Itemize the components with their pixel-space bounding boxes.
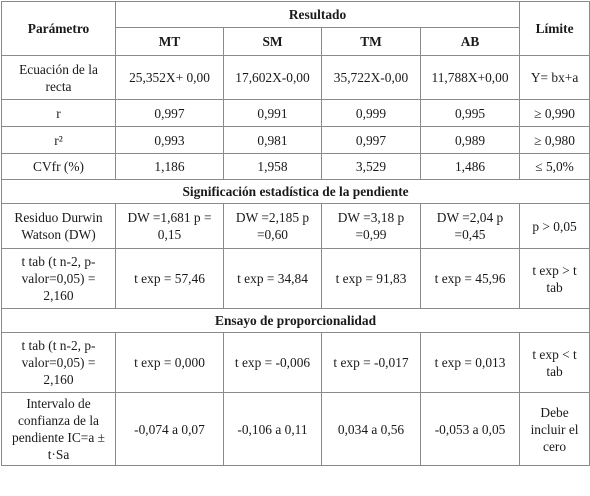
table-row bbox=[2, 154, 590, 180]
ab-cell: DW =2,04 p =0,45 bbox=[421, 204, 520, 249]
table-row bbox=[2, 100, 590, 127]
param-cell: Intervalo de confianza de la pendiente IC=a ± t·Sa bbox=[2, 393, 116, 466]
tm-cell: 0,034 a 0,56 bbox=[322, 393, 421, 466]
tm-cell: 0,999 bbox=[322, 100, 421, 127]
param-cell: t tab (t n-2, p-valor=0,05) = 2,160 bbox=[2, 249, 116, 309]
limit-cell: ≥ 0,990 bbox=[520, 100, 590, 127]
limit-cell: p > 0,05 bbox=[520, 204, 590, 249]
mt-cell: 0,993 bbox=[116, 127, 224, 154]
header-limite: Límite bbox=[520, 2, 590, 56]
table-row bbox=[2, 393, 590, 466]
param-cell: CVfr (%) bbox=[2, 154, 116, 180]
mt-cell: 1,186 bbox=[116, 154, 224, 180]
sm-cell: t exp = -0,006 bbox=[224, 333, 322, 393]
param-cell: Ecuación de la recta bbox=[2, 56, 116, 100]
tm-cell: DW =3,18 p =0,99 bbox=[322, 204, 421, 249]
section-row bbox=[2, 180, 590, 204]
header-parametro: Parámetro bbox=[2, 2, 116, 56]
ab-cell: t exp = 45,96 bbox=[421, 249, 520, 309]
ab-cell: -0,053 a 0,05 bbox=[421, 393, 520, 466]
header-ab: AB bbox=[421, 28, 520, 56]
param-cell: r² bbox=[2, 127, 116, 154]
ab-cell: 0,989 bbox=[421, 127, 520, 154]
section-title: Significación estadística de la pendiente bbox=[2, 180, 590, 204]
limit-cell: Debe incluir el cero bbox=[520, 393, 590, 466]
limit-cell: ≥ 0,980 bbox=[520, 127, 590, 154]
table-row bbox=[2, 56, 590, 100]
header-sm: SM bbox=[224, 28, 322, 56]
header-tm: TM bbox=[322, 28, 421, 56]
table-row bbox=[2, 204, 590, 249]
limit-cell: t exp < t tab bbox=[520, 333, 590, 393]
sm-cell: 0,991 bbox=[224, 100, 322, 127]
limit-cell: ≤ 5,0% bbox=[520, 154, 590, 180]
tm-cell: 0,997 bbox=[322, 127, 421, 154]
mt-cell: t exp = 0,000 bbox=[116, 333, 224, 393]
mt-cell: t exp = 57,46 bbox=[116, 249, 224, 309]
table-row bbox=[2, 127, 590, 154]
ab-cell: t exp = 0,013 bbox=[421, 333, 520, 393]
sm-cell: 0,981 bbox=[224, 127, 322, 154]
sm-cell: t exp = 34,84 bbox=[224, 249, 322, 309]
header-row bbox=[2, 2, 590, 28]
limit-cell: Y= bx+a bbox=[520, 56, 590, 100]
tm-cell: t exp = 91,83 bbox=[322, 249, 421, 309]
section-title: Ensayo de proporcionalidad bbox=[2, 309, 590, 333]
results-table bbox=[1, 1, 590, 466]
param-cell: Residuo Durwin Watson (DW) bbox=[2, 204, 116, 249]
tm-cell: 35,722X-0,00 bbox=[322, 56, 421, 100]
table-row bbox=[2, 249, 590, 309]
header-resultado: Resultado bbox=[116, 2, 520, 28]
sm-cell: -0,106 a 0,11 bbox=[224, 393, 322, 466]
mt-cell: -0,074 a 0,07 bbox=[116, 393, 224, 466]
param-cell: t tab (t n-2, p-valor=0,05) = 2,160 bbox=[2, 333, 116, 393]
header-mt: MT bbox=[116, 28, 224, 56]
sm-cell: DW =2,185 p =0,60 bbox=[224, 204, 322, 249]
mt-cell: 25,352X+ 0,00 bbox=[116, 56, 224, 100]
ab-cell: 0,995 bbox=[421, 100, 520, 127]
table-row bbox=[2, 333, 590, 393]
param-cell: r bbox=[2, 100, 116, 127]
sm-cell: 17,602X-0,00 bbox=[224, 56, 322, 100]
limit-cell: t exp > t tab bbox=[520, 249, 590, 309]
sm-cell: 1,958 bbox=[224, 154, 322, 180]
mt-cell: 0,997 bbox=[116, 100, 224, 127]
tm-cell: t exp = -0,017 bbox=[322, 333, 421, 393]
tm-cell: 3,529 bbox=[322, 154, 421, 180]
mt-cell: DW =1,681 p = 0,15 bbox=[116, 204, 224, 249]
ab-cell: 1,486 bbox=[421, 154, 520, 180]
section-row bbox=[2, 309, 590, 333]
ab-cell: 11,788X+0,00 bbox=[421, 56, 520, 100]
